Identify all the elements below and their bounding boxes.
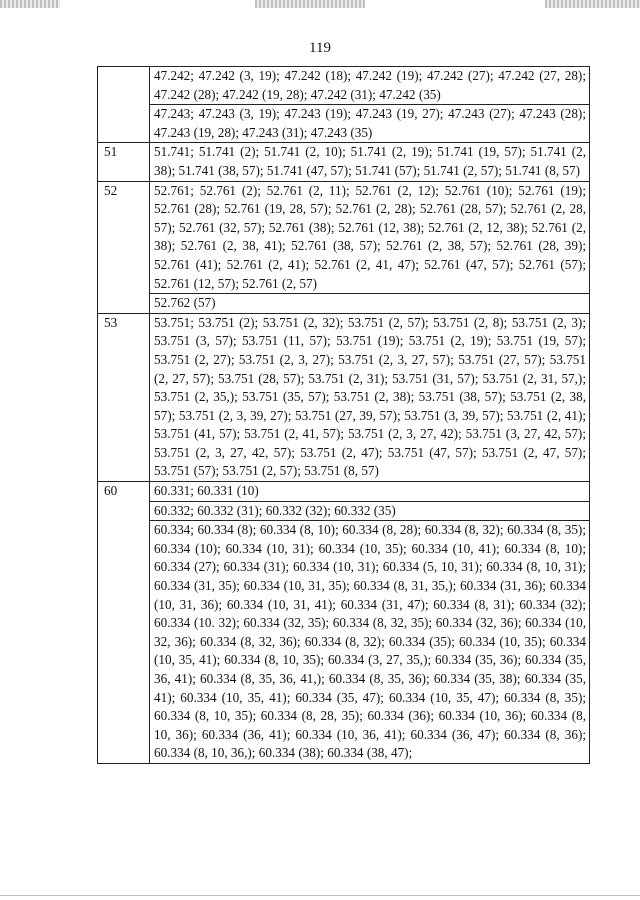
table-row <box>98 313 590 481</box>
classification-table <box>97 66 590 764</box>
scan-artifact-left <box>0 0 60 8</box>
scan-artifact-right <box>545 0 640 8</box>
table-row <box>98 294 590 314</box>
table-row <box>98 181 590 294</box>
table-row <box>98 482 590 502</box>
table-row <box>98 143 590 181</box>
table-row <box>98 521 590 764</box>
codes-cell: 51.741; 51.741 (2); 51.741 (2, 10); 51.741 (2, 19); 51.741 (19, 57); 51.741 (2, 38); 51.741 (38, 57); 51.741 (47, 57); 51.741 (57); 51.741 (2, 57); 51.741 (8, 57) <box>150 143 590 181</box>
codes-cell: 47.243; 47.243 (3, 19); 47.243 (19); 47.243 (19, 27); 47.243 (27); 47.243 (28); 47.243 (19, 28); 47.243 (31); 47.243 (35) <box>150 105 590 143</box>
codes-cell: 47.242; 47.242 (3, 19); 47.242 (18); 47.242 (19); 47.242 (27); 47.242 (27, 28); 47.242 (28); 47.242 (19, 28); 47.242 (31); 47.242 (35) <box>150 67 590 105</box>
codes-cell: 60.331; 60.331 (10) <box>150 482 590 502</box>
group-number-cell: 60 <box>98 482 150 764</box>
group-number-cell: 52 <box>98 181 150 313</box>
scan-bottom-edge <box>0 895 640 896</box>
codes-cell: 52.762 (57) <box>150 294 590 314</box>
table-row <box>98 105 590 143</box>
codes-cell: 60.334; 60.334 (8); 60.334 (8, 10); 60.334 (8, 28); 60.334 (8, 32); 60.334 (8, 35); 60.334 (10); 60.334 (10, 31); 60.334 (10, 35); 60.334 (10, 41); 60.334 (8, 10); 60.334 (27); 60.334 (31); 60.334 (10, 31); 60.334 (5, 10, 31); 60.334 (8, 10, 31); 60.334 (31, 35); 60.334 (10, 31, 35); 60.334 (8, 31, 35,); 60.334 (31, 36); 60.334 (10, 31, 36); 60.334 (10, 31, 41); 60.334 (31, 47); 60.334 (8, 31); 60.334 (32); 60.334 (10. 32); 60.334 (32, 35); 60.334 (8, 32, 35); 60.334 (32, 36); 60.334 (10, 32, 36); 60.334 (8, 32, 36); 60.334 (8, 32); 60.334 (35); 60.334 (10, 35); 60.334 (10, 35, 41); 60.334 (8, 10, 35); 60.334 (3, 27, 35,); 60.334 (35, 36); 60.334 (35, 36, 41); 60.334 (8, 35, 36, 41,); 60.334 (8, 35, 36); 60.334 (35, 38); 60.334 (35, 41); 60.334 (10, 35, 41); 60.334 (35, 47); 60.334 (10, 35, 47); 60.334 (8, 35); 60.334 (8, 10, 35); 60.334 (8, 28, 35); 60.334 (36); 60.334 (10, 36); 60.334 (8, 10, 36); 60.334 (36, 41); 60.334 (10, 36, 41); 60.334 (36, 47); 60.334 (8, 36); 60.334 (8, 10, 36,); 60.334 (38); 60.334 (38, 47); <box>150 521 590 764</box>
page-number: 119 <box>309 40 331 56</box>
classification-table-body <box>98 67 590 764</box>
codes-cell: 52.761; 52.761 (2); 52.761 (2, 11); 52.761 (2, 12); 52.761 (10); 52.761 (19); 52.761 (28); 52.761 (19, 28, 57); 52.761 (2, 28); 52.761 (28, 57); 52.761 (2, 28, 57); 52.761 (32, 57); 52.761 (38); 52.761 (12, 38); 52.761 (2, 12, 38); 52.761 (2, 38); 52.761 (2, 38, 41); 52.761 (38, 57); 52.761 (2, 38, 57); 52.761 (28, 39); 52.761 (41); 52.761 (2, 41); 52.761 (2, 41, 47); 52.761 (47, 57); 52.761 (57); 52.761 (12, 57); 52.761 (2, 57) <box>150 181 590 294</box>
scan-artifact-center <box>255 0 365 8</box>
group-number-cell: 53 <box>98 313 150 481</box>
table-row <box>98 67 590 105</box>
group-number-cell: 51 <box>98 143 150 181</box>
codes-cell: 60.332; 60.332 (31); 60.332 (32); 60.332 (35) <box>150 501 590 521</box>
group-number-cell <box>98 67 150 143</box>
table-row <box>98 501 590 521</box>
codes-cell: 53.751; 53.751 (2); 53.751 (2, 32); 53.751 (2, 57); 53.751 (2, 8); 53.751 (2, 3); 53.751 (3, 57); 53.751 (11, 57); 53.751 (19); 53.751 (2, 19); 53.751 (19, 57); 53.751 (2, 27); 53.751 (2, 3, 27); 53.751 (2, 3, 27, 57); 53.751 (27, 57); 53.751 (2, 27, 57); 53.751 (28, 57); 53.751 (2, 31); 53.751 (31, 57); 53.751 (2, 31, 57,); 53.751 (2, 35,); 53.751 (35, 57); 53.751 (2, 38); 53.751 (38, 57); 53.751 (2, 38, 57); 53.751 (2, 3, 39, 27); 53.751 (27, 39, 57); 53.751 (3, 39, 57); 53.751 (2, 41); 53.751 (41, 57); 53.751 (2, 41, 57); 53.751 (2, 3, 27, 42); 53.751 (3, 27, 42, 57); 53.751 (2, 3, 27, 42, 57); 53.751 (2, 47); 53.751 (47, 57); 53.751 (2, 47, 57); 53.751 (57); 53.751 (2, 57); 53.751 (8, 57) <box>150 313 590 481</box>
